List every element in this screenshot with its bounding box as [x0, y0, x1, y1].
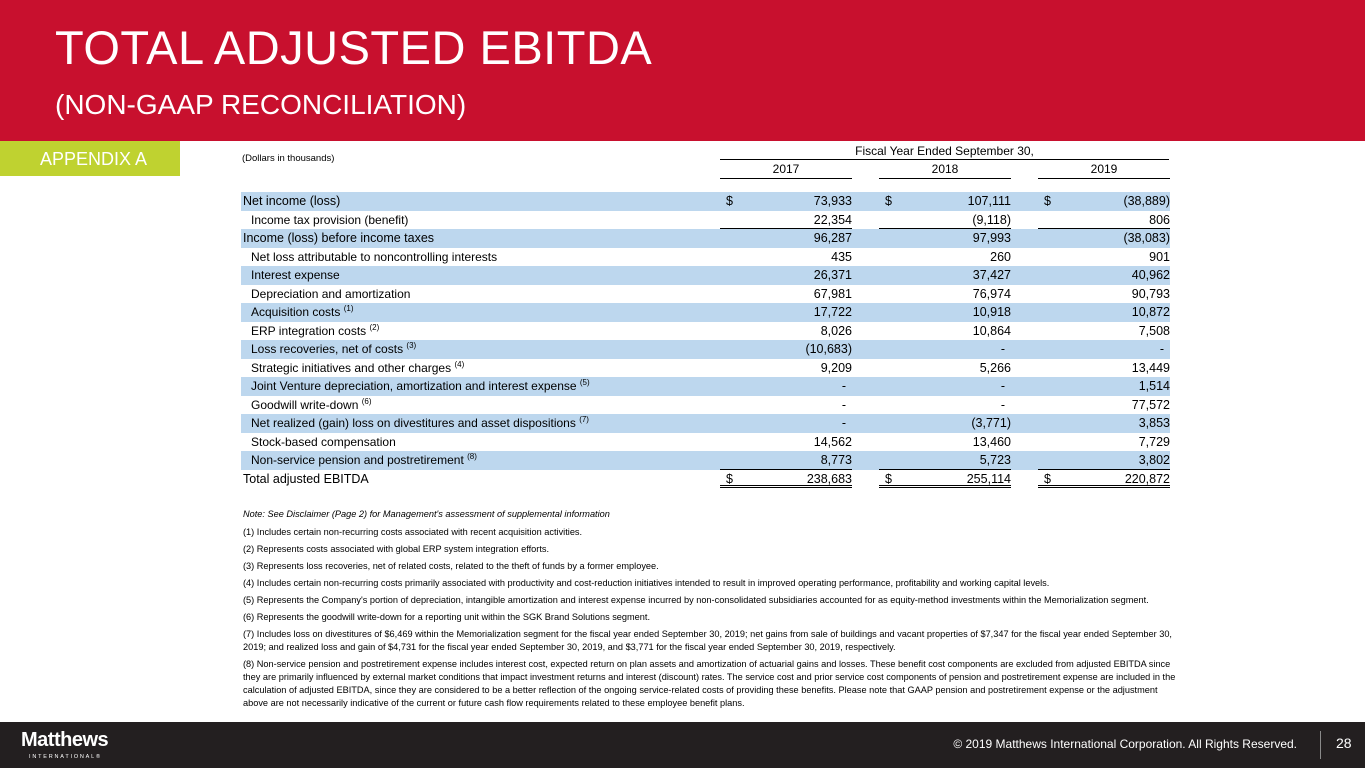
currency-symbol: $ — [885, 471, 892, 486]
value-cell — [1038, 377, 1170, 396]
footnote-3: (3) Represents loss recoveries, net of related costs, related to the theft of funds by a former employee. — [243, 561, 659, 571]
row-label-text: Income tax provision (benefit) — [251, 212, 409, 227]
row-label-text: Goodwill write-down — [251, 397, 359, 412]
row-label — [251, 396, 372, 415]
footnote-1: (1) Includes certain non-recurring costs associated with recent acquisition activities. — [243, 527, 583, 537]
value-cell — [879, 433, 1011, 452]
value-cell — [879, 396, 1011, 415]
disclaimer-note: Note: See Disclaimer (Page 2) for Management's assessment of supplemental information — [243, 509, 610, 519]
row-label-text: Stock-based compensation — [251, 434, 396, 449]
footnote-ref: (8) — [467, 452, 477, 461]
value-2017: 8,773 — [820, 453, 852, 467]
value-2019: - — [1159, 342, 1164, 356]
value-cell — [1038, 451, 1170, 470]
value-cell — [1038, 248, 1170, 267]
row-label-text: Net realized (gain) loss on divestitures and asset dispositions — [251, 416, 576, 430]
currency-symbol: $ — [726, 194, 733, 208]
value-2017: 26,371 — [813, 268, 852, 282]
value-2017: 22,354 — [813, 212, 852, 227]
footnote-7: (7) Includes loss on divestitures of $6,469 within the Memorialization segment for the fiscal year ended September 30, 2019; net gains from sale of buildings and vacant properties of $7,347 for the fiscal year ended September 30, 2019; and realized loss and gain of $4,731 for the fiscal year ended September 30, 2019, and $3,771 for the fiscal year ended September 30, 2019, respectively. — [243, 629, 1172, 652]
value-cell — [720, 192, 852, 211]
value-2018: 37,427 — [972, 268, 1011, 282]
row-label — [251, 414, 589, 433]
value-cell — [1038, 414, 1170, 433]
value-cell — [720, 359, 852, 378]
footnote-ref: (5) — [579, 378, 590, 387]
value-cell — [1038, 470, 1170, 489]
footnote-ref: (7) — [579, 415, 589, 424]
value-2018: - — [1000, 397, 1005, 412]
row-label — [243, 470, 369, 489]
value-cell — [1038, 433, 1170, 452]
table-row — [241, 340, 1170, 359]
footer — [0, 722, 1365, 768]
value-2018: 255,114 — [966, 471, 1011, 486]
value-2019: 220,872 — [1124, 471, 1170, 486]
reconciliation-table — [241, 192, 1170, 488]
value-cell — [720, 229, 852, 248]
year-header-2018: 2018 — [879, 162, 1011, 179]
value-2017: 17,722 — [813, 305, 852, 319]
table-row — [241, 396, 1170, 415]
value-cell — [720, 322, 852, 341]
value-cell — [1038, 285, 1170, 304]
footnote-ref: (6) — [361, 396, 372, 406]
currency-symbol: $ — [1044, 471, 1051, 486]
value-cell — [720, 211, 852, 230]
page-subtitle: (NON-GAAP RECONCILIATION) — [55, 89, 467, 120]
value-2018: 260 — [990, 249, 1011, 264]
row-label — [243, 192, 340, 211]
value-cell — [720, 451, 852, 470]
value-cell — [879, 359, 1011, 378]
row-label — [251, 451, 477, 470]
value-cell — [879, 192, 1011, 211]
value-2018: - — [1000, 379, 1005, 393]
row-label — [251, 248, 497, 267]
value-2019: 901 — [1149, 249, 1170, 264]
row-label — [243, 229, 434, 248]
value-cell — [720, 433, 852, 452]
value-2017: 73,933 — [813, 194, 852, 208]
value-cell — [879, 340, 1011, 359]
value-cell — [1038, 192, 1170, 211]
row-label — [251, 322, 379, 341]
value-cell — [879, 248, 1011, 267]
value-2019: 90,793 — [1131, 286, 1170, 301]
row-label — [251, 377, 590, 396]
table-row — [241, 433, 1170, 452]
table-row — [241, 285, 1170, 304]
footnote-ref: (2) — [369, 322, 380, 332]
row-label-text: Interest expense — [251, 268, 340, 282]
value-cell — [1038, 322, 1170, 341]
value-2018: (3,771) — [971, 416, 1011, 430]
row-label — [251, 211, 408, 230]
value-cell — [879, 414, 1011, 433]
page-title: TOTAL ADJUSTED EBITDA — [55, 21, 653, 74]
row-label — [251, 433, 396, 452]
table-row — [241, 211, 1170, 230]
value-2017: 9,209 — [820, 360, 852, 375]
table-row — [241, 248, 1170, 267]
value-2018: 5,723 — [979, 453, 1011, 467]
row-label-text: Income (loss) before income taxes — [243, 231, 435, 245]
value-2019: 7,508 — [1138, 323, 1170, 338]
row-label-text: Net loss attributable to noncontrolling interests — [251, 249, 498, 264]
footnote-ref: (1) — [343, 304, 354, 313]
value-cell — [720, 396, 852, 415]
company-logo-subtitle: INTERNATIONAL® — [29, 754, 102, 760]
value-2017: (10,683) — [805, 342, 852, 356]
table-row — [241, 229, 1170, 248]
value-2017: 238,683 — [806, 471, 852, 486]
value-2017: 14,562 — [813, 434, 852, 449]
currency-symbol: $ — [885, 194, 892, 208]
value-2017: 67,981 — [813, 286, 852, 301]
copyright-text: © 2019 Matthews International Corporation. All Rights Reserved. — [953, 737, 1297, 751]
value-2018: (9,118) — [972, 212, 1011, 227]
row-label — [251, 303, 354, 322]
value-2019: 7,729 — [1138, 434, 1170, 449]
row-label — [251, 340, 416, 359]
row-label-text: Net income (loss) — [243, 194, 341, 208]
value-2018: 13,460 — [972, 434, 1011, 449]
value-cell — [720, 414, 852, 433]
value-2018: 107,111 — [967, 194, 1011, 208]
value-cell — [879, 303, 1011, 322]
row-label-text: ERP integration costs — [251, 323, 367, 338]
value-cell — [879, 451, 1011, 470]
value-2019: 77,572 — [1131, 397, 1170, 412]
footer-divider — [1320, 731, 1321, 759]
value-cell — [879, 266, 1011, 285]
row-label-text: Non-service pension and postretirement — [251, 453, 464, 467]
value-2019: 3,853 — [1138, 416, 1170, 430]
value-cell — [720, 470, 852, 489]
value-2017: - — [841, 397, 846, 412]
year-header-2017: 2017 — [720, 162, 852, 179]
year-header-2019: 2019 — [1038, 162, 1170, 179]
value-2019: 13,449 — [1131, 360, 1170, 375]
units-note: (Dollars in thousands) — [242, 153, 335, 164]
footnote-6: (6) Represents the goodwill write-down for a reporting unit within the SGK Brand Solutions segment. — [243, 612, 651, 622]
currency-symbol: $ — [1044, 194, 1051, 208]
value-2017: 96,287 — [813, 231, 852, 245]
title-banner — [0, 0, 1365, 141]
value-cell — [879, 377, 1011, 396]
table-row — [241, 470, 1170, 489]
row-label-text: Depreciation and amortization — [251, 286, 411, 301]
row-label — [251, 266, 340, 285]
value-2018: - — [1000, 342, 1005, 356]
value-2018: 10,864 — [972, 323, 1011, 338]
table-row — [241, 414, 1170, 433]
value-cell — [1038, 229, 1170, 248]
table-row — [241, 266, 1170, 285]
value-cell — [1038, 211, 1170, 230]
value-cell — [1038, 396, 1170, 415]
value-cell — [720, 377, 852, 396]
row-label — [251, 359, 464, 378]
company-logo: Matthews — [21, 729, 109, 751]
value-2019: 1,514 — [1138, 379, 1170, 393]
value-cell — [879, 211, 1011, 230]
value-2018: 97,993 — [972, 231, 1011, 245]
value-cell — [879, 285, 1011, 304]
row-label-text: Loss recoveries, net of costs — [251, 342, 404, 356]
value-cell — [720, 340, 852, 359]
value-cell — [879, 470, 1011, 489]
value-2017: - — [841, 379, 846, 393]
value-cell — [1038, 303, 1170, 322]
table-row — [241, 303, 1170, 322]
value-2017: - — [841, 416, 846, 430]
section-tag — [0, 141, 180, 176]
value-2019: 40,962 — [1131, 268, 1170, 282]
value-cell — [1038, 359, 1170, 378]
section-tag-label: APPENDIX A — [40, 149, 148, 169]
table-row — [241, 451, 1170, 470]
value-2019: (38,889) — [1123, 194, 1170, 208]
value-2019: (38,083) — [1123, 231, 1170, 245]
table-row — [241, 359, 1170, 378]
value-2019: 10,872 — [1131, 305, 1170, 319]
row-label-text: Acquisition costs — [251, 305, 341, 319]
value-2017: 8,026 — [820, 323, 852, 338]
value-2017: 435 — [831, 249, 852, 264]
footnote-ref: (3) — [406, 341, 417, 350]
row-label-text: Joint Venture depreciation, amortization and interest expense — [251, 379, 577, 393]
row-label-text: Strategic initiatives and other charges — [251, 360, 452, 375]
footnote-8: (8) Non-service pension and postretirement expense includes interest cost, expected return on plan assets and amortization of actuarial gains and losses. These benefit cost components are excluded from adjusted EBITDA since they are primarily influenced by external market conditions that impact investment returns and interest (discount) rates. The service cost and prior service cost components of pension and postretirement expense are included in the calculation of adjusted EBITDA, since they are considered to be a better reflection of the ongoing service-related costs of providing these benefits. Please note that GAAP pension and postretirement expense or the adjustment above are not necessarily indicative of the current or future cash flow requirements related to these employee benefit plans. — [243, 659, 1176, 708]
value-cell — [1038, 340, 1170, 359]
table-row — [241, 377, 1170, 396]
value-cell — [720, 303, 852, 322]
value-2019: 3,802 — [1138, 453, 1170, 467]
value-2019: 806 — [1149, 212, 1170, 227]
value-cell — [720, 285, 852, 304]
footnote-5: (5) Represents the Company's portion of depreciation, intangible amortization and interest expense incurred by non-consolidated subsidiaries accounted for as equity-method investments within the Memorialization segment. — [243, 595, 1149, 605]
table-row — [241, 192, 1170, 211]
footnote-2: (2) Represents costs associated with global ERP system integration efforts. — [243, 544, 550, 554]
page-number: 28 — [1336, 735, 1352, 751]
value-cell — [879, 229, 1011, 248]
value-cell — [720, 266, 852, 285]
row-label-text: Total adjusted EBITDA — [243, 471, 369, 486]
table-row — [241, 322, 1170, 341]
footnote-4: (4) Includes certain non-recurring costs primarily associated with productivity and cost-reduction initiatives intended to result in improved operating performance, profitability and working capital levels. — [243, 578, 1050, 588]
value-2018: 10,918 — [972, 305, 1011, 319]
currency-symbol: $ — [726, 471, 733, 486]
row-label — [251, 285, 410, 304]
period-header: Fiscal Year Ended September 30, — [720, 144, 1169, 160]
value-cell — [720, 248, 852, 267]
value-cell — [879, 322, 1011, 341]
value-2018: 76,974 — [972, 286, 1011, 301]
value-cell — [1038, 266, 1170, 285]
footnote-ref: (4) — [454, 359, 465, 369]
value-2018: 5,266 — [979, 360, 1011, 375]
footnotes — [243, 508, 1183, 714]
